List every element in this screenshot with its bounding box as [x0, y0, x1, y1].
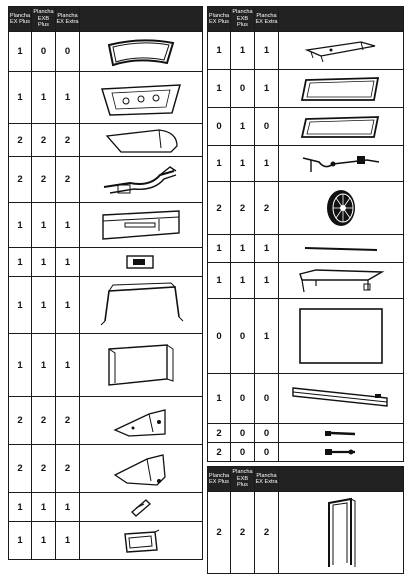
qty-cell: 1 [56, 334, 80, 397]
rail-bar-icon [289, 384, 393, 414]
angle-bracket-icon [109, 402, 173, 440]
qty-cell: 2 [9, 157, 32, 203]
qty-cell: 0 [231, 299, 255, 374]
qty-cell: 0 [56, 32, 80, 72]
qty-cell: 2 [208, 424, 231, 443]
qty-cell: 1 [208, 235, 231, 263]
part-image [279, 70, 404, 108]
parts-table-right [207, 6, 404, 462]
wheel-icon [319, 186, 363, 230]
qty-cell: 2 [255, 182, 279, 235]
part-image [80, 203, 203, 248]
table-row [208, 108, 404, 146]
axle-rod-icon [301, 244, 381, 254]
qty-cell: 2 [208, 443, 231, 462]
qty-cell: 2 [9, 124, 32, 157]
door-frame-icon [321, 495, 361, 571]
part-image [279, 374, 404, 424]
column-header: Plancha EX Extra [255, 467, 279, 492]
column-header: Plancha EX Plus [9, 7, 32, 32]
table-row [208, 443, 404, 462]
qty-cell: 1 [9, 32, 32, 72]
part-image [80, 72, 203, 124]
qty-cell: 0 [255, 374, 279, 424]
table-row [9, 493, 203, 522]
table-row [9, 334, 203, 397]
grease-cup-icon [119, 526, 163, 556]
part-image [80, 493, 203, 522]
parts-table-left [8, 6, 203, 560]
drip-tray-icon [96, 77, 186, 119]
column-header: Plancha EX Plus [208, 7, 231, 32]
qty-cell: 0 [231, 374, 255, 424]
column-header: Plancha EX Plus [208, 467, 231, 492]
qty-cell: 1 [9, 72, 32, 124]
qty-cell: 1 [9, 248, 32, 277]
qty-cell: 0 [208, 108, 231, 146]
qty-cell: 0 [255, 108, 279, 146]
table-row [208, 32, 404, 70]
qty-cell: 1 [255, 235, 279, 263]
column-header: Plancha EXB Plus [231, 467, 255, 492]
part-image [80, 334, 203, 397]
glass-panel-icon [296, 305, 386, 367]
qty-cell: 1 [255, 32, 279, 70]
qty-cell: 0 [255, 424, 279, 443]
qty-cell: 1 [9, 493, 32, 522]
gas-pipe-icon [297, 150, 385, 178]
table-row [208, 70, 404, 108]
part-image [80, 157, 203, 203]
parts-table-bottom [207, 466, 404, 574]
qty-cell: 1 [56, 248, 80, 277]
part-image [80, 277, 203, 334]
gasket-frame-icon [101, 35, 181, 69]
qty-cell: 2 [231, 182, 255, 235]
part-image [279, 424, 404, 443]
qty-cell: 1 [32, 277, 56, 334]
table-row [208, 374, 404, 424]
qty-cell: 1 [32, 493, 56, 522]
qty-cell: 0 [231, 424, 255, 443]
qty-cell: 1 [56, 203, 80, 248]
qty-cell: 0 [231, 443, 255, 462]
qty-cell: 1 [255, 299, 279, 374]
part-image [279, 146, 404, 182]
table-row [208, 424, 404, 443]
back-panel-icon [101, 339, 181, 391]
qty-cell: 1 [208, 70, 231, 108]
qty-cell: 1 [231, 32, 255, 70]
qty-cell: 1 [32, 72, 56, 124]
bolt-icon [321, 428, 361, 438]
table-row [9, 248, 203, 277]
qty-cell: 1 [231, 108, 255, 146]
table-row [208, 492, 404, 574]
qty-cell: 2 [32, 157, 56, 203]
qty-cell: 0 [208, 299, 231, 374]
rect-frame-icon [298, 74, 384, 104]
qty-cell: 1 [9, 334, 32, 397]
qty-cell: 1 [255, 263, 279, 299]
column-header: Plancha EXB Plus [231, 7, 255, 32]
qty-cell: 2 [9, 397, 32, 445]
qty-cell: 2 [208, 182, 231, 235]
qty-cell: 1 [231, 235, 255, 263]
qty-cell: 2 [32, 445, 56, 493]
u-frame-icon [95, 281, 187, 329]
table-row [208, 182, 404, 235]
small-bracket-icon [121, 252, 161, 272]
column-header: Plancha EXB Plus [32, 7, 56, 32]
part-image [279, 108, 404, 146]
qty-cell: 1 [208, 146, 231, 182]
table-header-row [9, 7, 203, 32]
qty-cell: 1 [255, 146, 279, 182]
qty-cell: 2 [231, 492, 255, 574]
qty-cell: 0 [231, 70, 255, 108]
qty-cell: 2 [208, 492, 231, 574]
part-image [279, 263, 404, 299]
table-header-row [208, 7, 404, 32]
qty-cell: 1 [9, 277, 32, 334]
column-header: Plancha EX Extra [56, 7, 80, 32]
qty-cell: 1 [208, 263, 231, 299]
qty-cell: 2 [32, 397, 56, 445]
part-image [80, 124, 203, 157]
bolt-icon [321, 447, 361, 457]
part-image [80, 522, 203, 560]
qty-cell: 2 [56, 397, 80, 445]
table-row [9, 32, 203, 72]
side-handle-icon [100, 161, 182, 199]
qty-cell: 1 [255, 70, 279, 108]
qty-cell: 1 [32, 203, 56, 248]
qty-cell: 2 [32, 124, 56, 157]
part-image [279, 299, 404, 374]
qty-cell: 2 [56, 157, 80, 203]
table-row [208, 299, 404, 374]
part-image [279, 32, 404, 70]
image-column-header [279, 7, 404, 32]
qty-cell: 2 [56, 445, 80, 493]
part-image [80, 32, 203, 72]
qty-cell: 2 [255, 492, 279, 574]
table-row [9, 203, 203, 248]
qty-cell: 2 [9, 445, 32, 493]
table-row [9, 124, 203, 157]
table-row [9, 157, 203, 203]
table-row [208, 235, 404, 263]
table-row [208, 146, 404, 182]
part-image [80, 248, 203, 277]
clip-icon [126, 496, 156, 518]
hood-cover-icon [101, 126, 181, 154]
qty-cell: 1 [9, 522, 32, 560]
image-column-header [279, 467, 404, 492]
front-panel-icon [97, 207, 185, 243]
qty-cell: 1 [56, 72, 80, 124]
table-row [9, 277, 203, 334]
qty-cell: 1 [56, 522, 80, 560]
part-image [80, 445, 203, 493]
qty-cell: 0 [255, 443, 279, 462]
qty-cell: 1 [9, 203, 32, 248]
table-row [9, 72, 203, 124]
table-row [208, 263, 404, 299]
qty-cell: 0 [32, 32, 56, 72]
rect-frame-icon [298, 113, 384, 141]
qty-cell: 1 [231, 263, 255, 299]
image-column-header [80, 7, 203, 32]
shelf-icon [294, 266, 388, 296]
part-image [279, 235, 404, 263]
column-header: Plancha EX Extra [255, 7, 279, 32]
qty-cell: 1 [56, 493, 80, 522]
qty-cell: 1 [32, 248, 56, 277]
table-header-row [208, 467, 404, 492]
part-image [279, 443, 404, 462]
qty-cell: 1 [231, 146, 255, 182]
qty-cell: 1 [208, 32, 231, 70]
table-row [9, 397, 203, 445]
part-image [279, 182, 404, 235]
support-plate-icon [301, 36, 381, 66]
qty-cell: 1 [56, 277, 80, 334]
table-row [9, 445, 203, 493]
table-row [9, 522, 203, 560]
qty-cell: 1 [32, 522, 56, 560]
qty-cell: 2 [56, 124, 80, 157]
part-image [80, 397, 203, 445]
part-image [279, 492, 404, 574]
qty-cell: 1 [208, 374, 231, 424]
qty-cell: 1 [32, 334, 56, 397]
angle-bracket-icon [109, 449, 173, 489]
